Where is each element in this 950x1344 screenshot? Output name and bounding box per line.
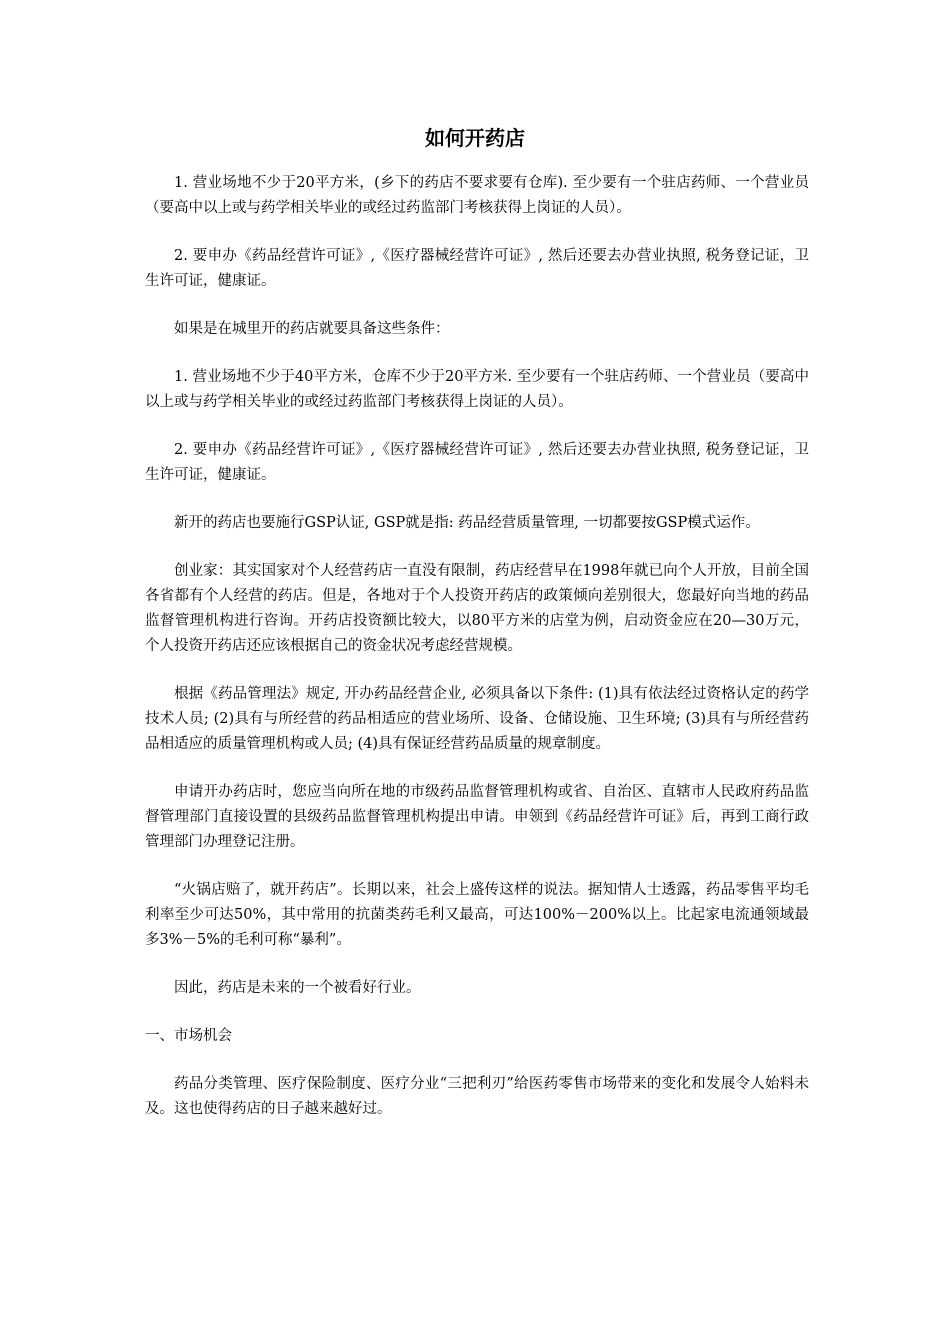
paragraph-entrepreneur: 创业家：其实国家对个人经营药店一直没有限制，药店经营早在1998年就已向个人开放，目前全国各省都有个人经营的药店。但是，各地对于个人投资开药店的政策倾向差别很大，您最好向当地的药品监督管理机构进行咨询。开药店投资额比较大，以80平方米的店堂为例，启动资金应在20—30万元，个人投资开药店还应该根据自己的资金状况考虑经营规模。 <box>145 563 809 654</box>
paragraph-drug-law: 根据《药品管理法》规定, 开办药品经营企业, 必须具备以下条件: (1)具有依法经过资格认定的药学技术人员; (2)具有与所经营的药品相适应的营业场所、设备、仓储设施、卫生环境; (3)具有与所经营药品相适应的质量管理机构或人员; (4)具有保证经营药品质量的规章制度。 <box>145 686 809 752</box>
paragraph-city-intro: 如果是在城里开的药店就要具备这些条件： <box>174 321 450 337</box>
paragraph-profit: “火锅店赔了，就开药店”。长期以来，社会上盛传这样的说法。据知情人士透露，药品零售平均毛利率至少可达50%，其中常用的抗菌类药毛利又最高，可达100%－200%以上。比起家电流通领域最多3%－5%的毛利可称“暴利”。 <box>145 882 809 948</box>
paragraph-market: 药品分类管理、医疗保险制度、医疗分业“三把利刃”给医药零售市场带来的变化和发展令人始料未及。这也使得药店的日子越来越好过。 <box>145 1076 809 1117</box>
paragraph-rural-licenses: 2. 要申办《药品经营许可证》,《医疗器械经营许可证》, 然后还要去办营业执照, 税务登记证，卫生许可证，健康证。 <box>145 248 809 289</box>
paragraph-rural-site: 1. 营业场地不少于20平方米，(乡下的药店不要求要有仓库). 至少要有一个驻店药师、一个营业员（要高中以上或与药学相关毕业的或经过药监部门考核获得上岗证的人员）。 <box>145 175 809 216</box>
paragraph-gsp: 新开的药店也要施行GSP认证, GSP就是指: 药品经营质量管理, 一切都要按GSP模式运作。 <box>174 515 760 531</box>
paragraph-application: 申请开办药店时，您应当向所在地的市级药品监督管理机构或省、自治区、直辖市人民政府药品监督管理部门直接设置的县级药品监督管理机构提出申请。申领到《药品经营许可证》后，再到工商行政管理部门办理登记注册。 <box>145 784 809 850</box>
section-heading-market: 一、市场机会 <box>145 1028 232 1044</box>
document-body <box>145 171 809 1145</box>
document-title: 如何开药店 <box>425 126 525 150</box>
paragraph-city-licenses: 2. 要申办《药品经营许可证》,《医疗器械经营许可证》, 然后还要去办营业执照, 税务登记证，卫生许可证，健康证。 <box>145 442 809 483</box>
paragraph-conclusion: 因此，药店是未来的一个被看好行业。 <box>174 980 421 996</box>
paragraph-city-site: 1. 营业场地不少于40平方米，仓库不少于20平方米. 至少要有一个驻店药师、一个营业员（要高中以上或与药学相关毕业的或经过药监部门考核获得上岗证的人员）。 <box>145 369 809 410</box>
